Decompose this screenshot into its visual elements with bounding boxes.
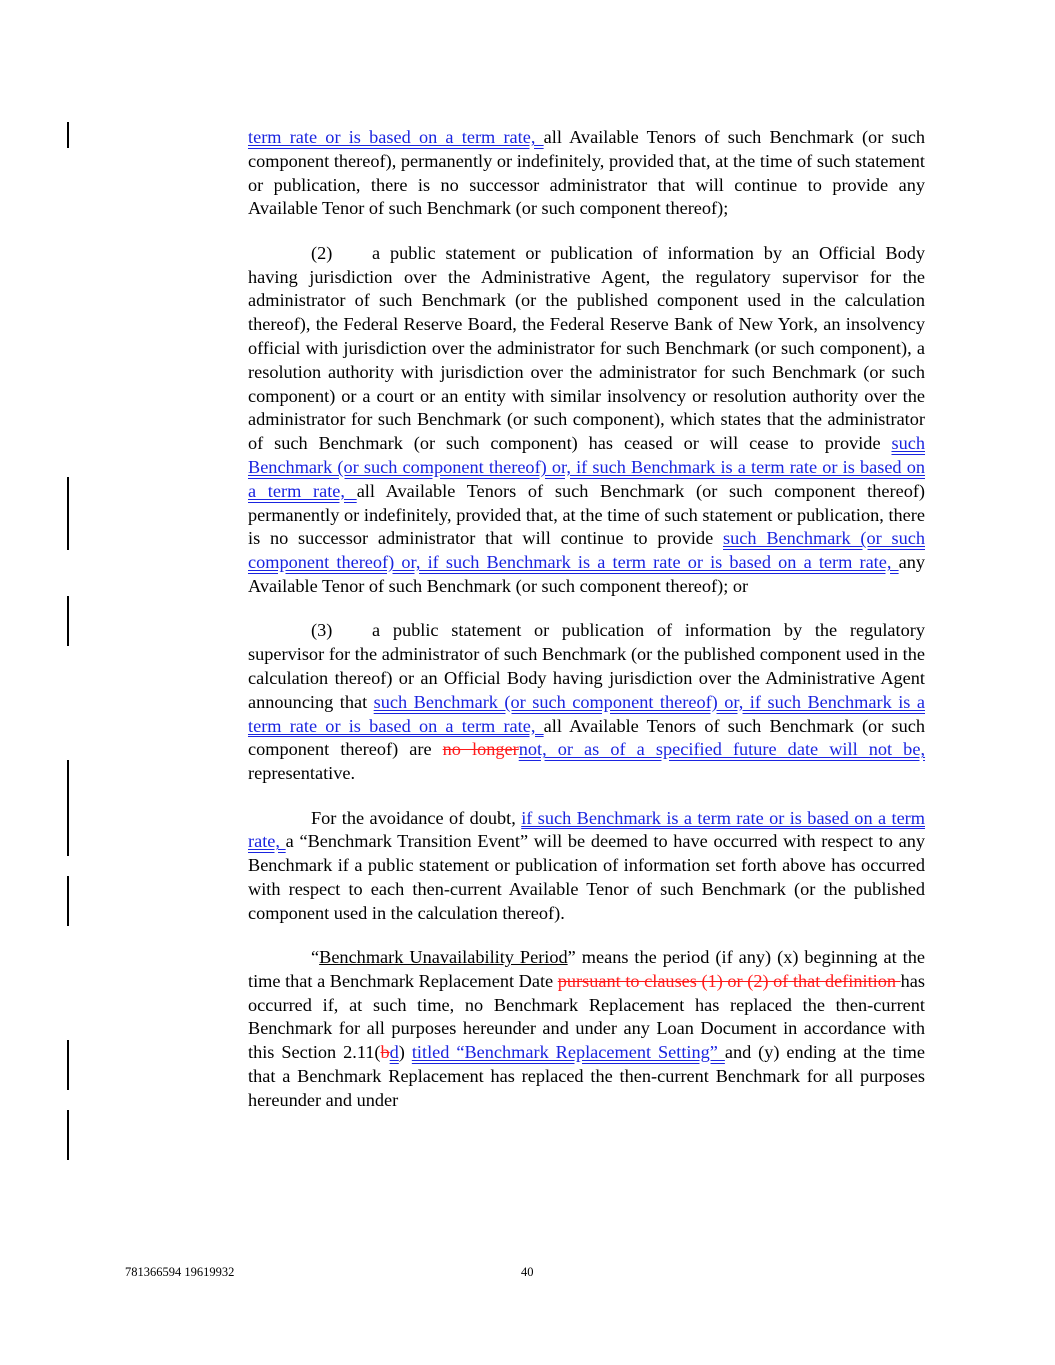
defined-term: Benchmark Unavailability Period [319,947,568,968]
text: all Available Tenors of such Benchmark (or such component thereof) are [248,715,925,760]
text: all Available Tenors of such Benchmark (or such component thereof) permanently or indefinitely, provided that, at the time of such statement or publication, there is no successor administrator that will continue to provide [248,480,926,549]
text: and (y) ending at the time that a Benchmark Replacement has replaced the then-current Benchmark for all purposes hereunder and under [248,1042,925,1110]
footer-page-number: 40 [521,1265,534,1279]
change-bar [67,876,69,926]
deletion: b [380,1042,390,1063]
insertion: d [389,1042,399,1063]
insertion: such Benchmark (or such component thereof) or, if such Benchmark is a term rate or is based on a term rate, [248,433,925,501]
change-bar [67,1040,69,1090]
deletion: no longer [442,739,519,760]
change-bar [67,1110,69,1160]
text: representative. [248,763,356,784]
text: has occurred if, at such time, no Benchmark Replacement has replaced the then-current Benchmark for all purposes hereunder and under any Loan Document in accordance with this Section 2.11( [248,970,926,1063]
change-bar [67,596,69,646]
text: a public statement or publication of information by an Official Body having jurisdiction over the Administrative Agent, the regulatory supervisor for the administrator of such Benchmark (or the published component used in the calculation thereof), the Federal Reserve Board, the Federal Reserve Bank of New York, an insolvency official with jurisdiction over the administrator for such Benchmark (or such component), a resolution authority with jurisdiction over the administrator for such Benchmark (or such component) or a court or an entity with similar insolvency or resolution authority over the administrator for such Benchmark (or such component), which states that the administrator of such Benchmark (or such component) has ceased or will cease to provide [248,242,925,454]
deletion: pursuant to clauses (1) or (2) of that definition [557,970,901,991]
body-text [248,126,925,1133]
text: ) [398,1042,412,1063]
change-bar [67,477,69,550]
text: “ [311,947,320,968]
clause-number: (3) [311,620,333,641]
clause-2 [248,242,925,599]
insertion: such Benchmark (or such component thereof) or, if such Benchmark is a term rate or is based on a term rate, [248,691,925,736]
change-bar [67,760,69,856]
text: ” means the period (if any) (x) beginning at the time that a Benchmark Replacement Date [248,947,925,991]
footer-doc-id: 781366594 19619932 [125,1265,235,1279]
insertion: titled “Benchmark Replacement Setting” [411,1042,725,1063]
text: a “Benchmark Transition Event” will be deemed to have occurred with respect to any Benchmark if a public statement or publication of information set forth above has occurred with respect to each then-current Available Tenor of such Benchmark (or the published component used in the calculation thereof). [248,831,925,923]
text: a public statement or publication of information by the regulatory supervisor for the administrator of such Benchmark (or the published component used in the calculation thereof) or an Official Body having jurisdiction over the Administrative Agent announcing that [248,620,925,712]
text: For the avoidance of doubt, [311,807,522,828]
change-bar [67,122,69,148]
paragraph-1-continuation [248,126,925,221]
text: any Available Tenor of such Benchmark (or such component thereof); or [248,552,925,596]
insertion: if such Benchmark is a term rate or is based on a term rate, [248,807,925,852]
clause-3 [248,619,925,786]
clause-number: (2) [311,242,333,263]
insertion: term rate or is based on a term rate, [248,127,544,147]
definition-benchmark-unavailability-period [248,946,925,1113]
insertion: not, or as of a specified future date will not be, [518,739,926,760]
text: all Available Tenors of such Benchmark (or such component thereof), permanently or indefinitely, provided that, at the time of such statement or publication, there is no successor administrator that will continue to provide any Available Tenor of such Benchmark (or such component thereof); [248,127,925,219]
avoidance-of-doubt-paragraph [248,807,925,926]
insertion: such Benchmark (or such component thereof) or, if such Benchmark is a term rate or is based on a term rate, [248,528,925,573]
